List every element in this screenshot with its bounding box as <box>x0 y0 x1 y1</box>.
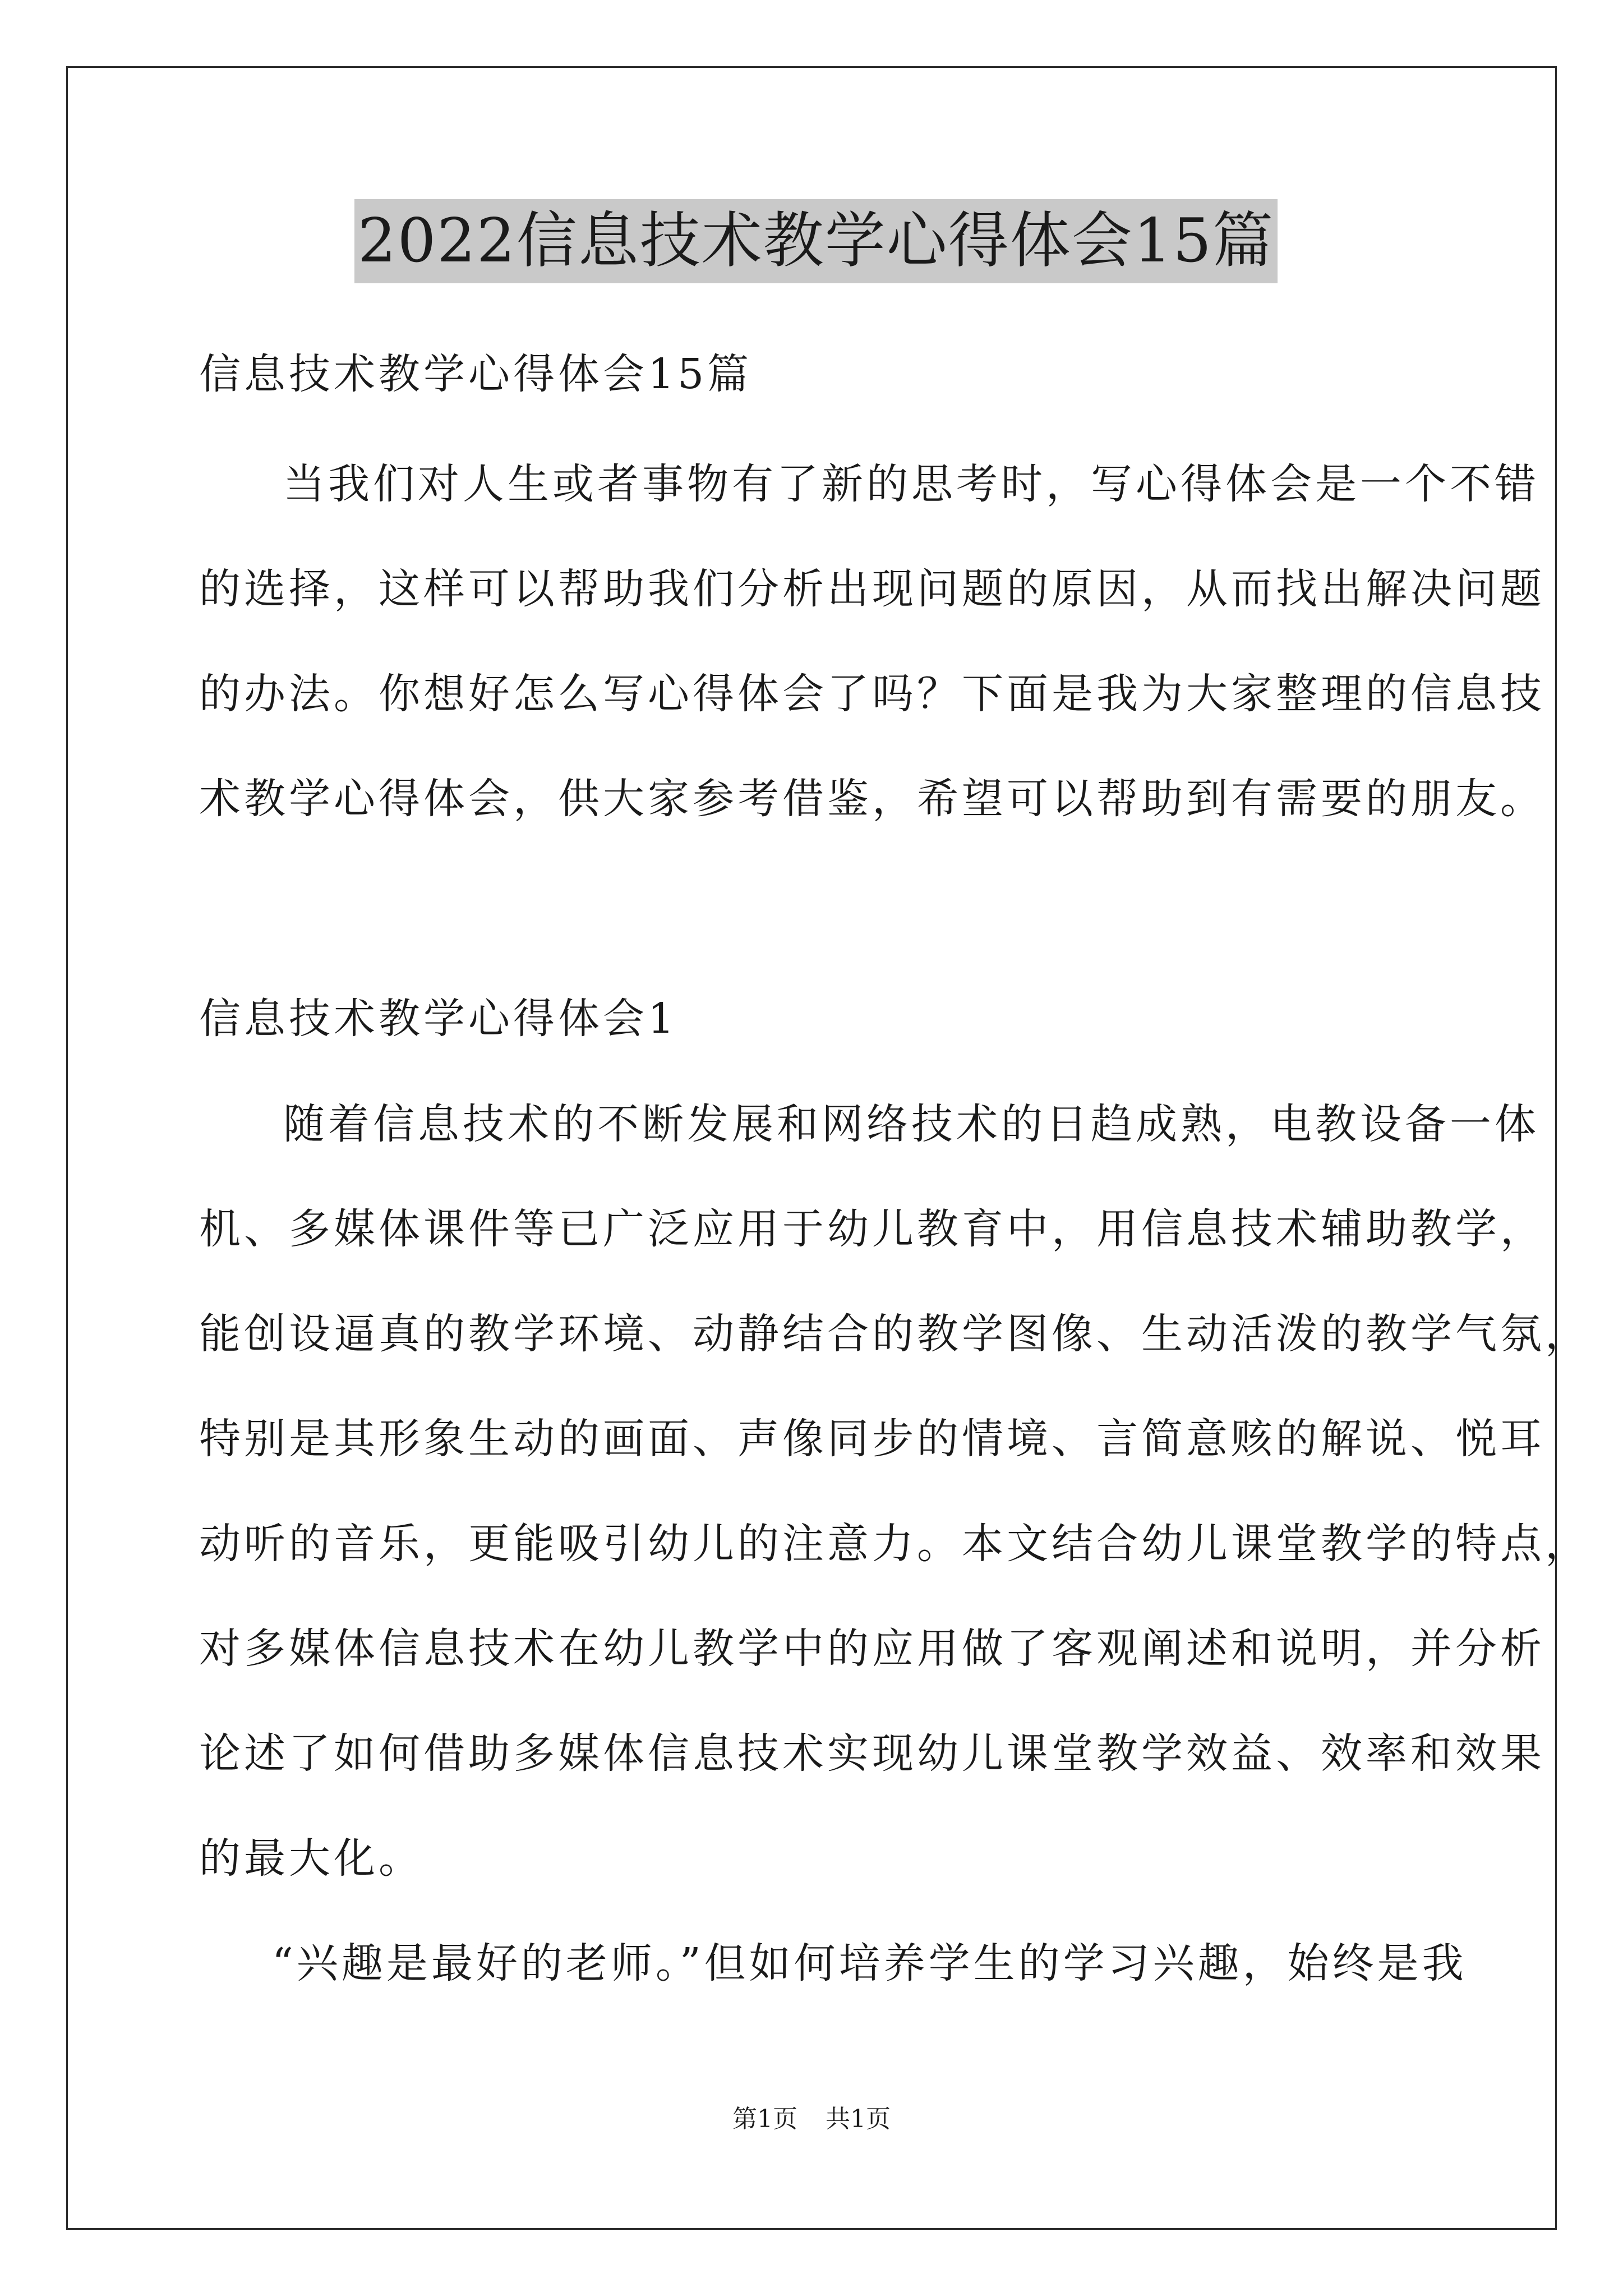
paragraph-line: 论述了如何借助多媒体信息技术实现幼儿课堂教学效益、效率和效果 <box>199 1729 1545 1778</box>
paragraph-line: 特别是其形象生动的画面、声像同步的情境、言简意赅的解说、悦耳 <box>199 1415 1545 1463</box>
page-number: 第1页 <box>732 2105 797 2133</box>
page-total: 共1页 <box>826 2105 891 2133</box>
paragraph-line: 对多媒体信息技术在幼儿教学中的应用做了客观阐述和说明，并分析 <box>199 1625 1545 1673</box>
paragraph-line: “兴趣是最好的老师。”但如何培养学生的学习兴趣，始终是我 <box>272 1939 1467 1987</box>
page-footer <box>0 2102 1623 2136</box>
intro-line: 的办法。你想好怎么写心得体会了吗？下面是我为大家整理的信息技 <box>199 670 1545 718</box>
paragraph-line: 机、多媒体课件等已广泛应用于幼儿教育中，用信息技术辅助教学， <box>199 1205 1545 1253</box>
paragraph-line: 的最大化。 <box>199 1834 423 1883</box>
paragraph-line: 随着信息技术的不断发展和网络技术的日趋成熟，电教设备一体 <box>283 1100 1539 1148</box>
title-wrap <box>199 199 1433 283</box>
intro-line: 的选择，这样可以帮助我们分析出现问题的原因，从而找出解决问题 <box>199 565 1545 613</box>
intro-line: 当我们对人生或者事物有了新的思考时，写心得体会是一个不错 <box>283 460 1539 508</box>
document-title: 2022信息技术教学心得体会15篇 <box>354 199 1278 283</box>
paragraph-line: 动听的音乐，更能吸引幼儿的注意力。本文结合幼儿课堂教学的特点， <box>199 1520 1590 1568</box>
section-heading: 信息技术教学心得体会1 <box>199 995 678 1043</box>
document-subtitle: 信息技术教学心得体会15篇 <box>199 350 753 398</box>
intro-line: 术教学心得体会，供大家参考借鉴，希望可以帮助到有需要的朋友。 <box>199 775 1545 823</box>
paragraph-line: 能创设逼真的教学环境、动静结合的教学图像、生动活泼的教学气氛， <box>199 1310 1590 1358</box>
